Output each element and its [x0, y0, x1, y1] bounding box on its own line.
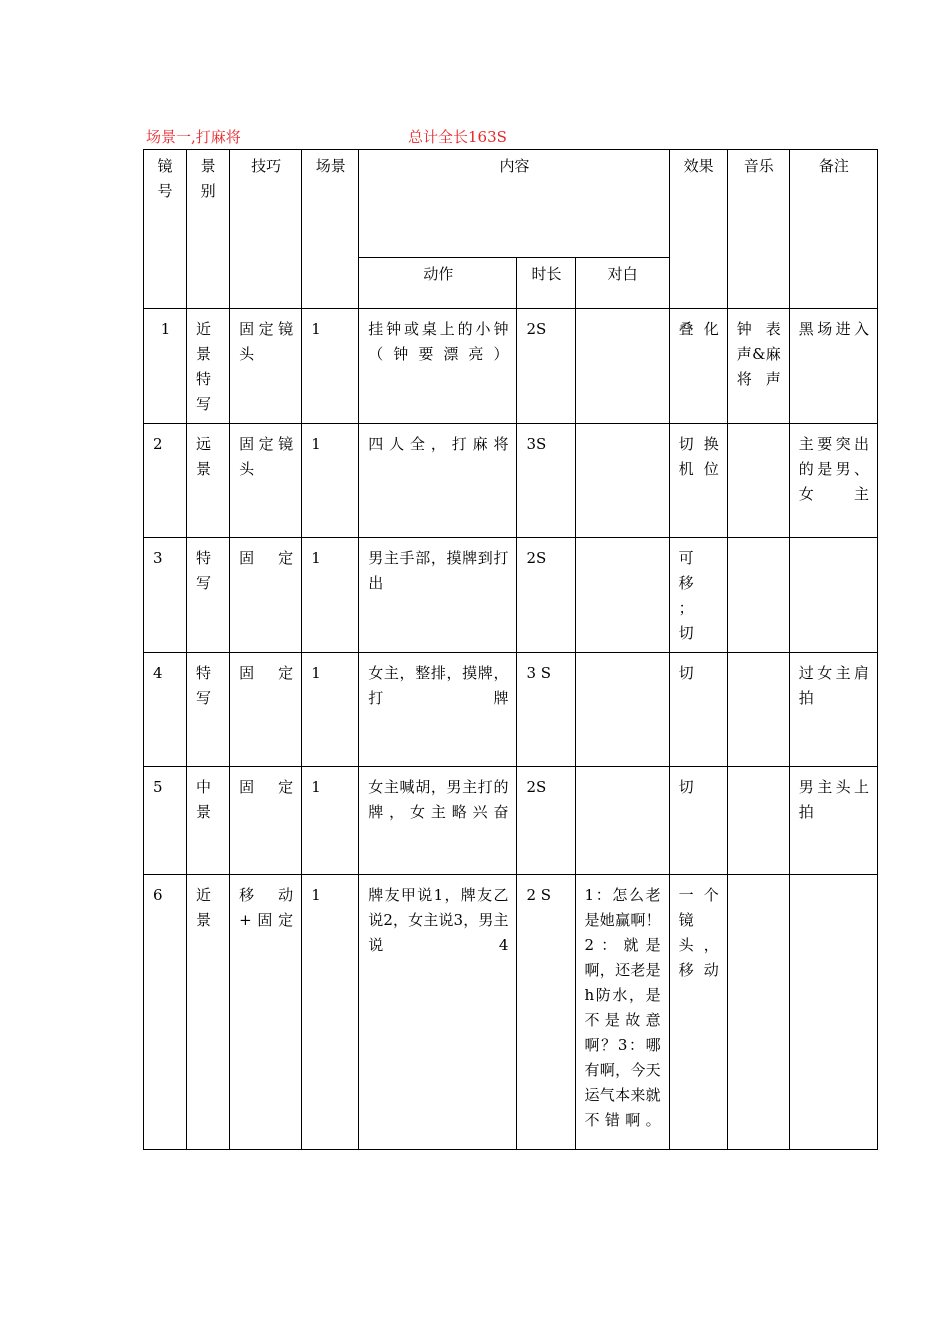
cell-shot-size: 远景 [187, 424, 230, 538]
table-row [144, 767, 878, 875]
cell-effect: 切换机位 [669, 424, 727, 538]
storyboard-table [143, 149, 878, 1150]
cell-action: 牌友甲说1，牌友乙说2，女主说3，男主说4 [359, 875, 517, 1150]
cell-shot-size: 特写 [187, 653, 230, 767]
cell-duration: 3 S [517, 653, 575, 767]
cell-duration: 2S [517, 309, 575, 424]
cell-shot-no: 1 [144, 309, 187, 424]
cell-technique: 固定 [230, 653, 302, 767]
table-row [144, 875, 878, 1150]
cell-effect: 切 [669, 767, 727, 875]
table-row [144, 309, 878, 424]
cell-music [727, 875, 789, 1150]
cell-shot-no: 6 [144, 875, 187, 1150]
cell-dialogue [575, 653, 669, 767]
cell-music: 钟表声&麻将声 [727, 309, 789, 424]
cell-shot-no: 4 [144, 653, 187, 767]
cell-scene: 1 [302, 875, 359, 1150]
table-row [144, 538, 878, 653]
header-shot-size: 景别 [187, 150, 230, 309]
header-technique: 技巧 [230, 150, 302, 309]
cell-scene: 1 [302, 767, 359, 875]
cell-shot-size: 特写 [187, 538, 230, 653]
cell-technique: 固定镜头 [230, 424, 302, 538]
cell-shot-no: 3 [144, 538, 187, 653]
header-shot-no: 镜号 [144, 150, 187, 309]
cell-dialogue: 1：怎么老是她赢啊！2：就是啊，还老是h防水，是不是故意啊？3：哪有啊，今天运气本来就不错啊。 [575, 875, 669, 1150]
cell-technique: 固定镜头 [230, 309, 302, 424]
cell-effect: 一个镜头，移动 [669, 875, 727, 1150]
cell-music [727, 767, 789, 875]
table-row [144, 653, 878, 767]
cell-effect: 叠化 [669, 309, 727, 424]
header-content: 内容 [359, 150, 669, 258]
header-music: 音乐 [727, 150, 789, 309]
cell-action: 挂钟或桌上的小钟（钟要漂亮） [359, 309, 517, 424]
scene-title: 场景一,打麻将 [146, 128, 241, 146]
header-effect: 效果 [669, 150, 727, 309]
cell-duration: 3S [517, 424, 575, 538]
cell-scene: 1 [302, 424, 359, 538]
cell-scene: 1 [302, 538, 359, 653]
cell-notes: 过女主肩拍 [789, 653, 877, 767]
title-row [146, 126, 886, 148]
cell-effect: 切 [669, 653, 727, 767]
cell-music [727, 424, 789, 538]
cell-action: 四人全，打麻将 [359, 424, 517, 538]
cell-action: 男主手部，摸牌到打出 [359, 538, 517, 653]
cell-notes [789, 875, 877, 1150]
cell-dialogue [575, 767, 669, 875]
cell-shot-no: 2 [144, 424, 187, 538]
cell-shot-size: 近景 [187, 875, 230, 1150]
cell-duration: 2 S [517, 875, 575, 1150]
cell-action: 女主，整排，摸牌，打牌 [359, 653, 517, 767]
cell-duration: 2S [517, 767, 575, 875]
total-duration: 总计全长163S [408, 128, 507, 146]
cell-duration: 2S [517, 538, 575, 653]
header-scene: 场景 [302, 150, 359, 309]
cell-technique: 固定 [230, 767, 302, 875]
cell-music [727, 653, 789, 767]
header-duration: 时长 [517, 258, 575, 309]
cell-dialogue [575, 538, 669, 653]
cell-shot-size: 近景特写 [187, 309, 230, 424]
cell-shot-no: 5 [144, 767, 187, 875]
cell-dialogue [575, 424, 669, 538]
cell-action: 女主喊胡，男主打的牌，女主略兴奋 [359, 767, 517, 875]
cell-notes: 男主头上拍 [789, 767, 877, 875]
cell-effect: 可移；切 [669, 538, 727, 653]
cell-scene: 1 [302, 653, 359, 767]
cell-notes: 主要突出的是男、女主 [789, 424, 877, 538]
header-dialogue: 对白 [575, 258, 669, 309]
table-row [144, 424, 878, 538]
cell-notes [789, 538, 877, 653]
cell-technique: 移动+固定 [230, 875, 302, 1150]
header-notes: 备注 [789, 150, 877, 309]
cell-music [727, 538, 789, 653]
cell-shot-size: 中景 [187, 767, 230, 875]
cell-technique: 固定 [230, 538, 302, 653]
cell-notes: 黑场进入 [789, 309, 877, 424]
header-action: 动作 [359, 258, 517, 309]
cell-scene: 1 [302, 309, 359, 424]
cell-dialogue [575, 309, 669, 424]
